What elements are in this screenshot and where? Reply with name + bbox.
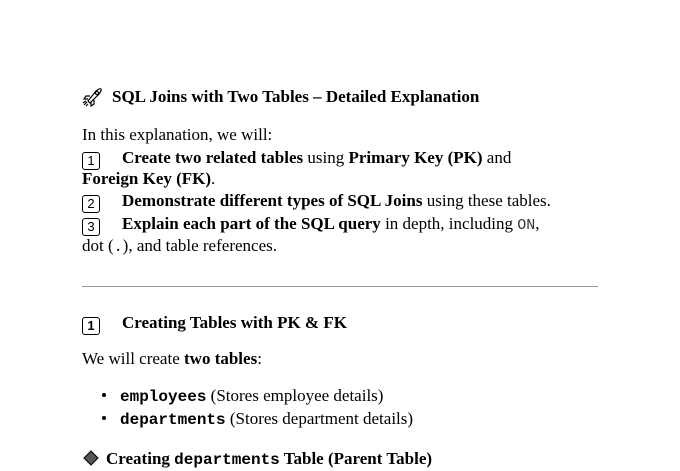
section-heading: 1 Creating Tables with PK & FK [82,312,347,335]
number-1-icon: 1 [82,152,100,170]
number-1-icon: 1 [82,317,100,335]
number-2-icon: 2 [82,195,100,213]
number-3-icon: 3 [82,218,100,236]
page-title [82,87,479,107]
step-1: 1 Create two related tables using Primary Key (PK) and [82,147,511,170]
step-1-continued: Foreign Key (FK). [82,169,216,188]
bullet-icon [102,416,106,420]
rocket-icon [82,87,104,107]
step-2: 2 Demonstrate different types of SQL Joins using these tables. [82,190,551,213]
bullet-icon [102,393,106,397]
step-3-continued: dot (.), and table references. [82,236,277,256]
intro-text: In this explanation, we will: [82,125,273,144]
list-item: departments (Stores department details) [102,409,413,429]
title-text: SQL Joins with Two Tables – Detailed Explanation [112,87,480,106]
list-item: employees (Stores employee details) [102,386,383,406]
step-3: 3 Explain each part of the SQL query in depth, including ON, [82,213,540,236]
create-tables-text: We will create two tables: [82,349,262,368]
section-divider [82,286,598,287]
subheading: Creating departments Table (Parent Table) [82,448,432,471]
diamond-icon [82,450,100,466]
